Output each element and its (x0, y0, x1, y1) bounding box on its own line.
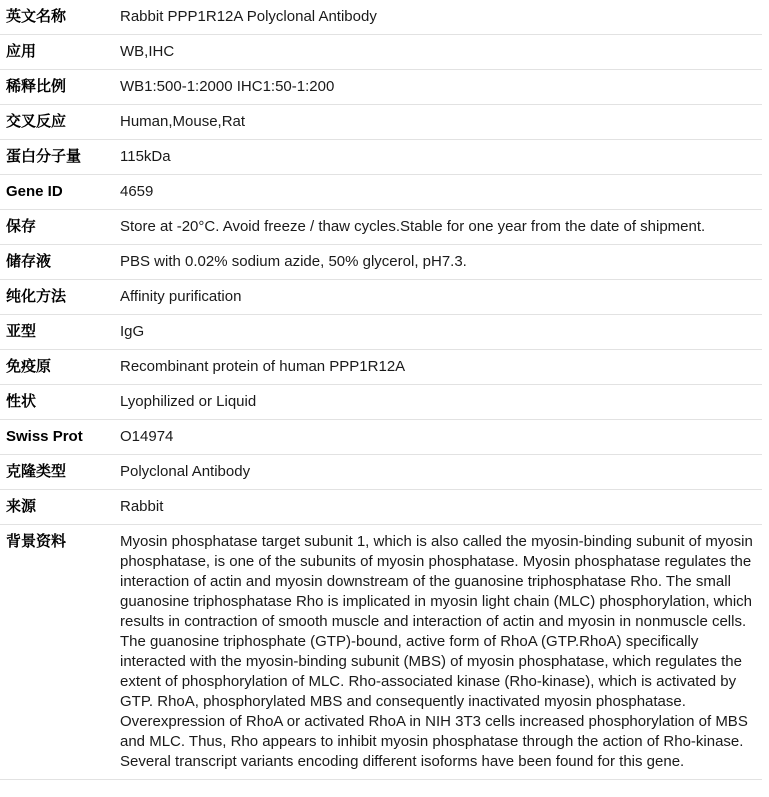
row-label: 纯化方法 (6, 288, 67, 305)
row-label: 交叉反应 (6, 113, 67, 130)
table-row (0, 420, 762, 455)
row-value: 115kDa (120, 148, 171, 165)
table-row (0, 105, 762, 140)
row-value: Recombinant protein of human PPP1R12A (120, 358, 406, 375)
row-value: WB1:500-1:2000 IHC1:50-1:200 (120, 78, 335, 95)
table-row (0, 455, 762, 490)
row-value: Human,Mouse,Rat (120, 113, 246, 130)
table-row (0, 525, 762, 780)
table-row (0, 140, 762, 175)
row-value: O14974 (120, 428, 174, 445)
row-label: 免疫原 (6, 358, 52, 375)
row-label: 来源 (6, 498, 37, 515)
table-row (0, 385, 762, 420)
row-label: 应用 (6, 43, 37, 60)
table-row (0, 280, 762, 315)
table-row (0, 245, 762, 280)
row-label: 英文名称 (6, 8, 67, 25)
table-row (0, 35, 762, 70)
row-label: 亚型 (6, 323, 37, 340)
row-value: Lyophilized or Liquid (120, 393, 257, 410)
row-label: 储存液 (6, 253, 52, 270)
table-row (0, 70, 762, 105)
row-label: Swiss Prot (6, 428, 83, 445)
table-row (0, 490, 762, 525)
row-value: Rabbit (120, 498, 164, 515)
row-label: Gene ID (6, 183, 63, 200)
table-row (0, 175, 762, 210)
row-label: 背景资料 (6, 533, 67, 550)
row-value: WB,IHC (120, 43, 175, 60)
row-value: PBS with 0.02% sodium azide, 50% glycerol, pH7.3. (120, 253, 467, 270)
row-label: 保存 (6, 218, 37, 235)
table-row (0, 315, 762, 350)
table-row (0, 210, 762, 245)
row-value: 4659 (120, 183, 154, 200)
row-value: Polyclonal Antibody (120, 463, 251, 480)
row-label: 性状 (6, 393, 37, 410)
table-row (0, 350, 762, 385)
row-label: 蛋白分子量 (6, 148, 82, 165)
row-value: Store at -20°C. Avoid freeze / thaw cycles.Stable for one year from the date of shipment. (120, 218, 706, 235)
row-label: 克隆类型 (6, 463, 67, 480)
row-value: Rabbit PPP1R12A Polyclonal Antibody (120, 8, 377, 25)
row-value: Myosin phosphatase target subunit 1, which is also called the myosin-binding subunit of myosin phosphatase, is one of the subunits of myosin phosphatase. Myosin phosphatase regulates the interaction of actin and myosin downstream of the guanosine triphosphatase Rho. The small guanosine triphosphatase Rho is implicated in myosin light chain (MLC) phosphorylation, which results in contraction of smooth muscle and interaction of actin and myosin in nonmuscle cells. The guanosine triphosphate (GTP)-bound, active form of RhoA (GTP.RhoA) specifically interacted with the myosin-binding subunit (MBS) of myosin phosphatase, which regulates the extent of phosphorylation of MLC. Rho-associated kinase (Rho-kinase), which is activated by GTP. RhoA, phosphorylated MBS and consequently inactivated myosin phosphatase. Overexpression of RhoA or activated RhoA in NIH 3T3 cells increased phosphorylation of MBS and MLC. Thus, Rho appears to inhibit myosin phosphatase through the action of Rho-kinase. Several transcript variants encoding different isoforms have been found for this gene. (120, 533, 758, 770)
row-value: IgG (120, 323, 145, 340)
row-label: 稀释比例 (6, 78, 67, 95)
table-row (0, 0, 762, 35)
row-value: Affinity purification (120, 288, 242, 305)
